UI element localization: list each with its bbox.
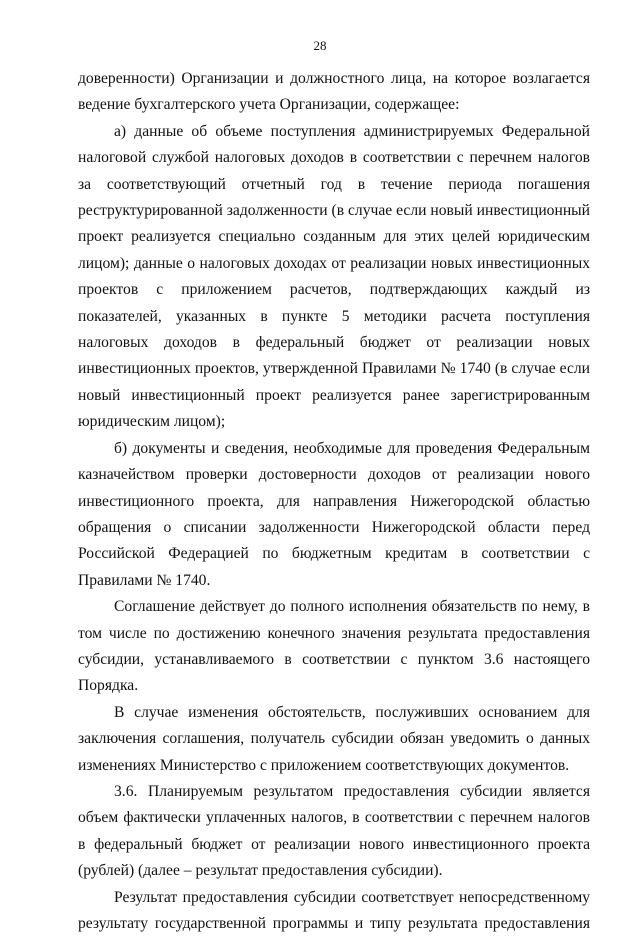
paragraph-agreement-term: Соглашение действует до полного исполнения обязательств по нему, в том числе по достижению конечного значения результата предоставления субсидии, устанавливаемого в соответствии с пунктом 3.6 настоящего Порядка. [78, 598, 590, 695]
paragraph-change-notice: В случае изменения обстоятельств, послуживших основанием для заключения соглашения, получатель субсидии обязан уведомить о данных изменениях Министерство с приложением соответствующих документов. [78, 703, 590, 774]
paragraph-item-b: б) документы и сведения, необходимые для проведения Федеральным казначейством проверки достоверности доходов от реализации нового инвестиционного проекта, для направления Нижегородской областью обращения о списании задолженности Нижегородской области перед Российской Федерацией по бюджетным кредитам в соответствии с Правилами № 1740. [78, 439, 590, 589]
document-body [78, 66, 590, 937]
paragraph-continuation: доверенности) Организации и должностного лица, на которое возлагается ведение бухгалтерского учета Организации, содержащее: [78, 70, 590, 114]
paragraph-item-a: а) данные об объеме поступления администрируемых Федеральной налоговой службой налоговых доходов в соответствии с перечнем налогов за соответствующий отчетный год в течение периода погашения реструктурированной задолженности (в случае если новый инвестиционный проект реализуется специально созданным для этих целей юридическим лицом); данные о налоговых доходах от реализации новых инвестиционных проектов с приложением расчетов, подтверждающих каждый из показателей, указанных в пункте 5 методики расчета поступления налоговых доходов в федеральный бюджет от реализации новых инвестиционных проектов, утвержденной Правилами № 1740 (в случае если новый инвестиционный проект реализуется ранее зарегистрированным юридическим лицом); [78, 122, 590, 431]
paragraph-result-correspondence: Результат предоставления субсидии соответствует непосредственному результату государственной программы и типу результата предоставления [78, 888, 590, 932]
page-number: 28 [313, 38, 327, 53]
paragraph-section-3-6: 3.6. Планируемым результатом предоставления субсидии является объем фактически уплаченных налогов, в соответствии с перечнем налогов в федеральный бюджет от реализации нового инвестиционного проекта (рублей) (далее – результат предоставления субсидии). [78, 782, 590, 880]
